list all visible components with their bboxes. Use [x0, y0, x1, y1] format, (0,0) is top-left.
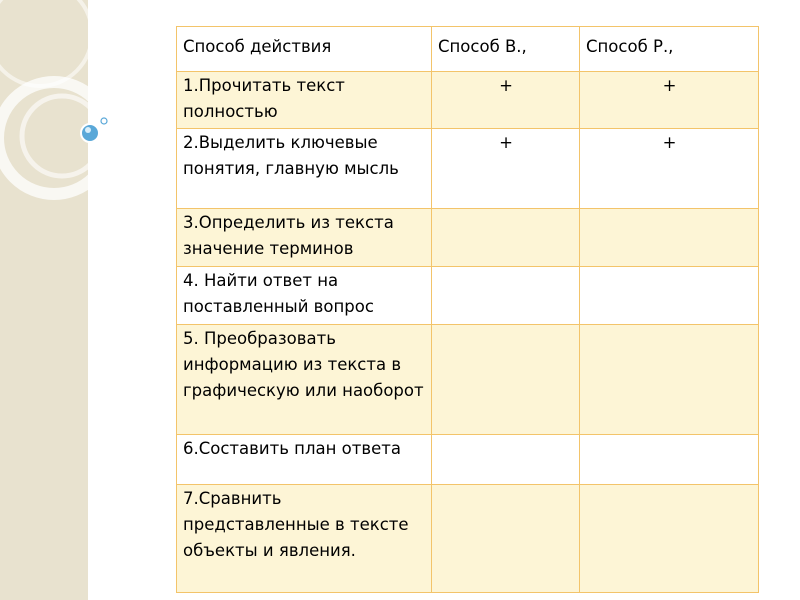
table-row: [177, 72, 759, 129]
method-r-cell: +: [580, 129, 759, 209]
table-row: [177, 485, 759, 593]
action-cell: 3.Определить из текста значение терминов: [177, 209, 432, 267]
upper-ring: [0, 0, 92, 86]
method-b-cell: +: [432, 129, 580, 209]
table-row: [177, 267, 759, 325]
action-cell: 7.Сравнить представленные в тексте объекты и явления.: [177, 485, 432, 593]
action-cell: 5. Преобразовать информацию из текста в графическую или наоборот: [177, 325, 432, 435]
bubble-highlight: [85, 127, 91, 133]
method-r-cell: [580, 209, 759, 267]
table-row: [177, 129, 759, 209]
table-row: [177, 325, 759, 435]
decorative-rings: [0, 0, 170, 230]
method-r-cell: +: [580, 72, 759, 129]
action-cell: 2.Выделить ключевые понятия, главную мысль: [177, 129, 432, 209]
method-b-cell: +: [432, 72, 580, 129]
header-method-r: Способ Р.,: [580, 27, 759, 72]
comparison-table: [176, 26, 759, 593]
header-method-b: Способ В.,: [432, 27, 580, 72]
action-cell: 1.Прочитать текст полностью: [177, 72, 432, 129]
method-b-cell: [432, 485, 580, 593]
method-b-cell: [432, 435, 580, 485]
table-header-row: [177, 27, 759, 72]
action-cell: 4. Найти ответ на поставленный вопрос: [177, 267, 432, 325]
header-action: Способ действия: [177, 27, 432, 72]
method-b-cell: [432, 325, 580, 435]
method-r-cell: [580, 325, 759, 435]
method-r-cell: [580, 267, 759, 325]
method-b-cell: [432, 267, 580, 325]
table-row: [177, 435, 759, 485]
action-cell: 6.Составить план ответа: [177, 435, 432, 485]
method-r-cell: [580, 485, 759, 593]
blue-bubble: [81, 124, 99, 142]
method-b-cell: [432, 209, 580, 267]
table-row: [177, 209, 759, 267]
method-r-cell: [580, 435, 759, 485]
